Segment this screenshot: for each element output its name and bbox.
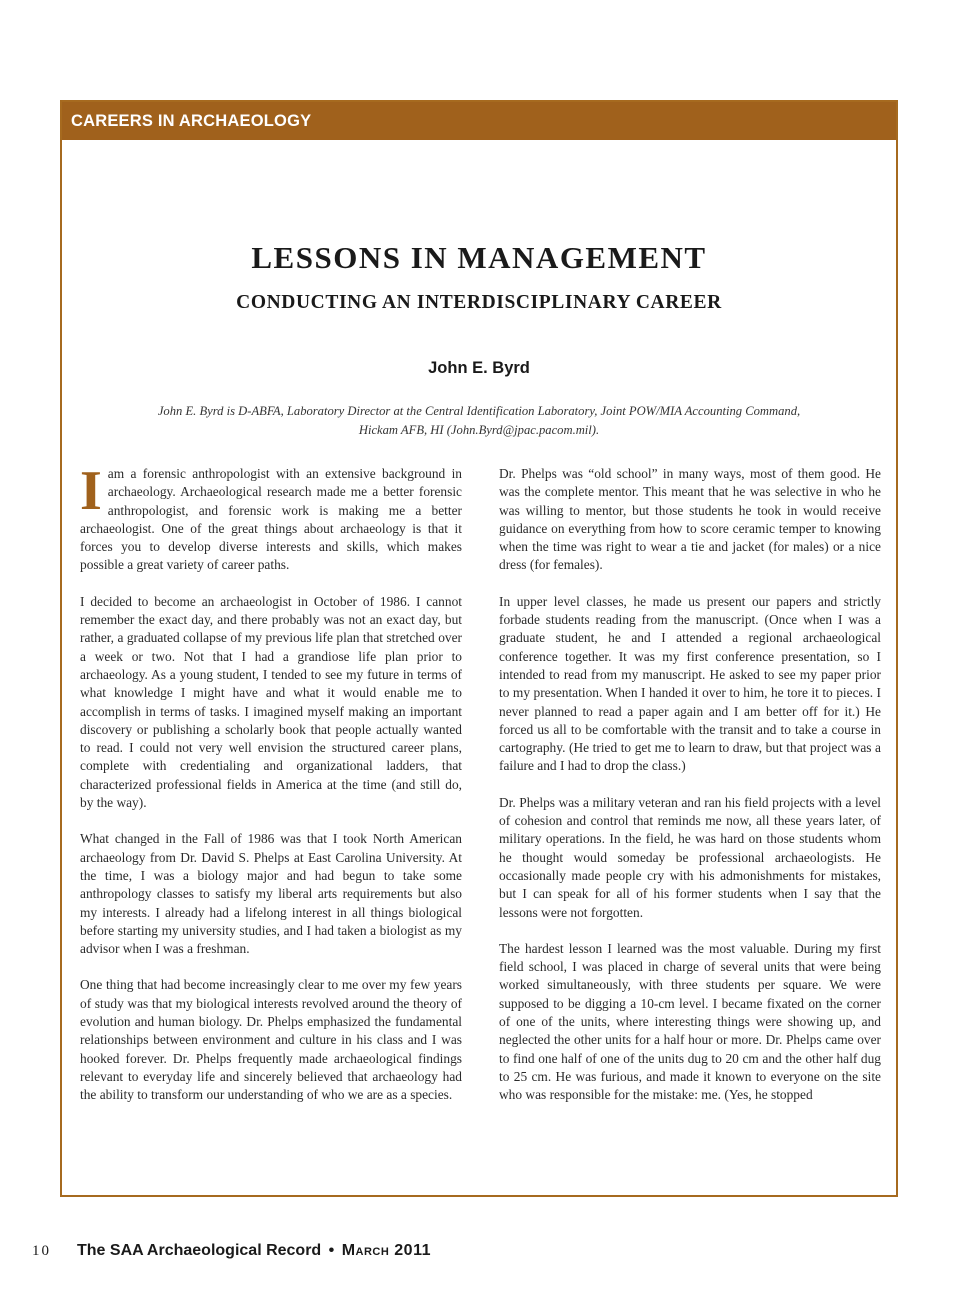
paragraph: [80, 460, 462, 575]
footer-bullet: •: [328, 1242, 335, 1259]
page-number: 10: [32, 1243, 51, 1259]
author-bio: [122, 402, 836, 440]
section-banner: CAREERS IN ARCHAEOLOGY: [62, 102, 896, 140]
paragraph: Dr. Phelps was “old school” in many ways, most of them good. He was the complete mentor. This meant that he was selective in who he was willing to mentor, but those students he took in would receive guidance on everything from how to score ceramic temper to knowing when the time was right to wear a tie and jacket (for males) or a nice dress (for females).: [499, 466, 881, 573]
publication-name: The SAA Archaeological Record: [77, 1242, 322, 1259]
issue-date: March 2011: [341, 1242, 431, 1259]
left-column: [80, 460, 462, 1123]
author-name: John E. Byrd: [428, 359, 530, 377]
author-bio-line2: Hickam AFB, HI (John.Byrd@jpac.pacom.mil).: [358, 423, 600, 437]
right-column: [499, 465, 881, 1123]
paragraph: Dr. Phelps was a military veteran and ran his field projects with a level of cohesion and control that reminds me now, all these years later, of military operations. In the field, he was hard on those students whom he thought would someday be professional archaeologists. He occasionally made people cry with his admonishments for mistakes, but I can speak for all of his former students when I say that the lessons were not forgotten.: [499, 794, 881, 920]
author-bio-line1: John E. Byrd is D-ABFA, Laboratory Director at the Central Identification Laboratory, Joint POW/MIA Accounting Command,: [157, 404, 801, 418]
article-title: LESSONS IN MANAGEMENT: [251, 240, 707, 275]
page-footer: [32, 1242, 431, 1260]
paragraph: In upper level classes, he made us present our papers and strictly forbade students reading from the manuscript. (Once when I was a graduate student, he and I attended a regional archaeological conference together. It was my first conference presentation, so I intended to read from my manuscript. He asked to see my paper prior to my presentation. When I handed it over to him, he tore it to pieces. I never planned to read a paper again and I am better off for it.) He forced us all to be comfortable with the transit and to take a course in cartography. (He tried to get me to learn to draw, but that project was a failure and I had to drop the class.): [499, 593, 881, 774]
paragraph: The hardest lesson I learned was the most valuable. During my first field school, I was placed in charge of several units that were being worked simultaneously, with three students per square. We were supposed to be digging a 10-cm level. I became fixated on the corner of one of the units, where interesting things were showing up, and neglected the other units for a half hour or more. Dr. Phelps came over to find one half of one of the units dug to 20 cm and the other half dug to 25 cm. He was furious, and made it known to everyone on the site who was responsible for the mistake: me. (Yes, he stopped: [499, 940, 881, 1103]
paragraph-text: am a forensic anthropologist with an extensive background in archaeology. Archaeological research made me a better forensic anthropologist, and forensic work is making me a better archaeologist. One of the great things about archaeology is that it forces you to develop diverse interests and skills, which makes possible a great variety of career paths.: [80, 466, 462, 573]
paragraph: What changed in the Fall of 1986 was that I took North American archaeology from Dr. David S. Phelps at East Carolina University. At the time, I was a biology major and had begun to take some anthropology classes to satisfy my liberal arts requirements but also my interests. I already had a lifelong interest in all things biological before starting my university studies, and I had taken a biologist as my advisor when I was a freshman.: [80, 831, 462, 957]
article-frame: [60, 100, 898, 1197]
paragraph: I decided to become an archaeologist in October of 1986. I cannot remember the exact day, and there probably was not an exact day, but rather, a graduated collapse of my previous life plan that stretched over a week or two. Not that I had a grandiose life plan prior to archaeology. As a young student, I tended to see my future in terms of what knowledge I might have and what it would enable me to accomplish in terms of tasks. I imagined myself making an important discovery or publishing a scholarly book that people actually wanted to read. I could not very well envision the structured career plans, complete with credentialing and organizational ladders, that characterized professional fields in America at the time (and still do, by the way).: [80, 593, 462, 811]
drop-cap: I: [80, 460, 102, 522]
article-subtitle: CONDUCTING AN INTERDISCIPLINARY CAREER: [236, 292, 722, 313]
paragraph: One thing that had become increasingly clear to me over my few years of study was that my biological interests revolved around the theory of evolution and human biology. Dr. Phelps emphasized the fundamental relationships between environment and culture in his class and I was hooked forever. Dr. Phelps frequently made archaeological findings relevant to everyday life and sincerely believed that archaeology had the ability to transform our understanding of who we are as a species.: [80, 977, 462, 1103]
